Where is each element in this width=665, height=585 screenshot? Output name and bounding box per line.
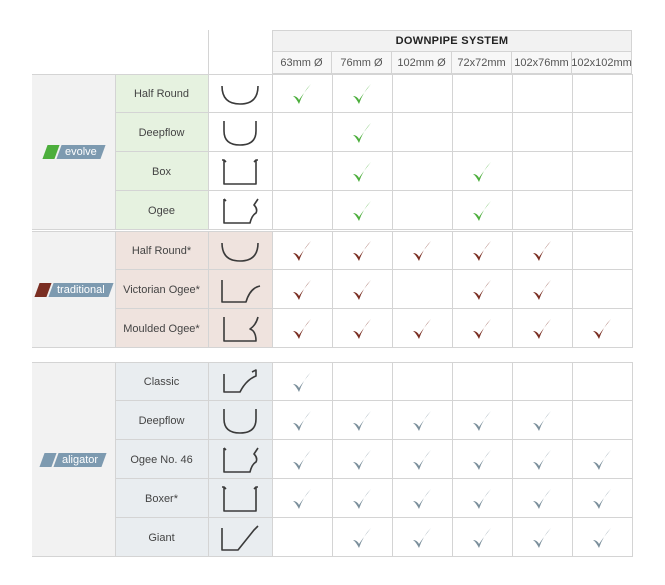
check-icon [332,309,392,348]
brand-cell-traditional [32,231,115,348]
column-divider [332,74,333,230]
check-icon [272,440,332,479]
header-divider [208,30,209,74]
box-gutter-icon [208,479,272,518]
check-icon [512,270,572,309]
product-name: Ogee [115,191,208,230]
check-icon [332,479,392,518]
column-header: 72x72mm [452,52,512,74]
brand-name: evolve [64,146,97,158]
check-icon [272,231,332,270]
column-divider [572,231,573,348]
product-name: Moulded Ogee* [115,309,208,348]
deepflow-gutter-icon [208,113,272,152]
check-icon [572,479,632,518]
check-icon [572,518,632,557]
check-icon [272,401,332,440]
check-icon [452,479,512,518]
column-divider [512,74,513,230]
ogee-gutter-icon [208,440,272,479]
check-icon [452,270,512,309]
column-divider [632,362,633,557]
column-divider [115,362,116,557]
column-divider [512,231,513,348]
header-divider [272,30,273,74]
product-name: Giant [115,518,208,557]
check-icon [332,518,392,557]
ogee-gutter-icon [208,191,272,230]
column-header: 102x102mm [572,52,632,74]
column-divider [632,231,633,348]
half-round-gutter-icon [208,74,272,113]
check-icon [272,270,332,309]
product-name: Half Round* [115,231,208,270]
check-icon [332,231,392,270]
half-round-gutter-icon [208,231,272,270]
product-name: Boxer* [115,479,208,518]
check-icon [512,401,572,440]
check-icon [512,518,572,557]
check-icon [572,309,632,348]
product-name: Victorian Ogee* [115,270,208,309]
brand-logo-aligator [42,453,104,467]
column-divider [332,231,333,348]
check-icon [332,152,392,191]
column-divider [572,74,573,230]
check-icon [332,191,392,230]
column-header: 76mm Ø [332,52,392,74]
check-icon [452,440,512,479]
victorian-ogee-gutter-icon [208,270,272,309]
column-divider [115,231,116,348]
product-name: Deepflow [115,113,208,152]
check-icon [512,479,572,518]
column-divider [272,362,273,557]
check-icon [392,309,452,348]
check-icon [452,309,512,348]
column-divider [392,231,393,348]
column-divider [632,74,633,230]
check-icon [452,191,512,230]
giant-gutter-icon [208,518,272,557]
check-icon [512,231,572,270]
check-icon [332,74,392,113]
box-gutter-icon [208,152,272,191]
check-icon [392,231,452,270]
column-divider [272,74,273,230]
check-icon [392,440,452,479]
product-name: Half Round [115,74,208,113]
brand-logo-label [48,283,113,297]
column-divider [452,74,453,230]
brand-logo-evolve [45,145,103,159]
product-name: Deepflow [115,401,208,440]
deepflow-gutter-icon [208,401,272,440]
check-icon [332,401,392,440]
product-name: Ogee No. 46 [115,440,208,479]
brand-cell-aligator [32,362,115,557]
check-icon [332,440,392,479]
column-divider [115,74,116,230]
column-divider [512,362,513,557]
column-divider [572,362,573,557]
column-divider [392,362,393,557]
check-icon [392,479,452,518]
check-icon [272,362,332,401]
column-header: 102mm Ø [392,52,452,74]
product-name: Box [115,152,208,191]
check-icon [272,74,332,113]
check-icon [272,479,332,518]
brand-name: traditional [56,283,105,296]
classic-gutter-icon [208,362,272,401]
column-divider [332,362,333,557]
column-divider [208,231,209,348]
column-divider [272,231,273,348]
check-icon [332,113,392,152]
brand-cell-evolve [32,74,115,230]
check-icon [512,440,572,479]
check-icon [452,152,512,191]
column-header: 63mm Ø [272,52,332,74]
column-divider [208,74,209,230]
column-divider [392,74,393,230]
column-divider [452,362,453,557]
brand-logo-traditional [37,283,111,297]
brand-logo-label [56,145,105,159]
check-icon [452,231,512,270]
check-icon [512,309,572,348]
product-name: Classic [115,362,208,401]
check-icon [452,401,512,440]
column-divider [452,231,453,348]
table-title: DOWNPIPE SYSTEM [272,30,632,52]
check-icon [332,270,392,309]
brand-logo-label [54,453,107,467]
moulded-ogee-gutter-icon [208,309,272,348]
column-header: 102x76mm [512,52,572,74]
check-icon [392,518,452,557]
check-icon [452,518,512,557]
brand-name: aligator [62,453,99,466]
column-divider [208,362,209,557]
check-icon [392,401,452,440]
check-icon [572,440,632,479]
check-icon [272,309,332,348]
